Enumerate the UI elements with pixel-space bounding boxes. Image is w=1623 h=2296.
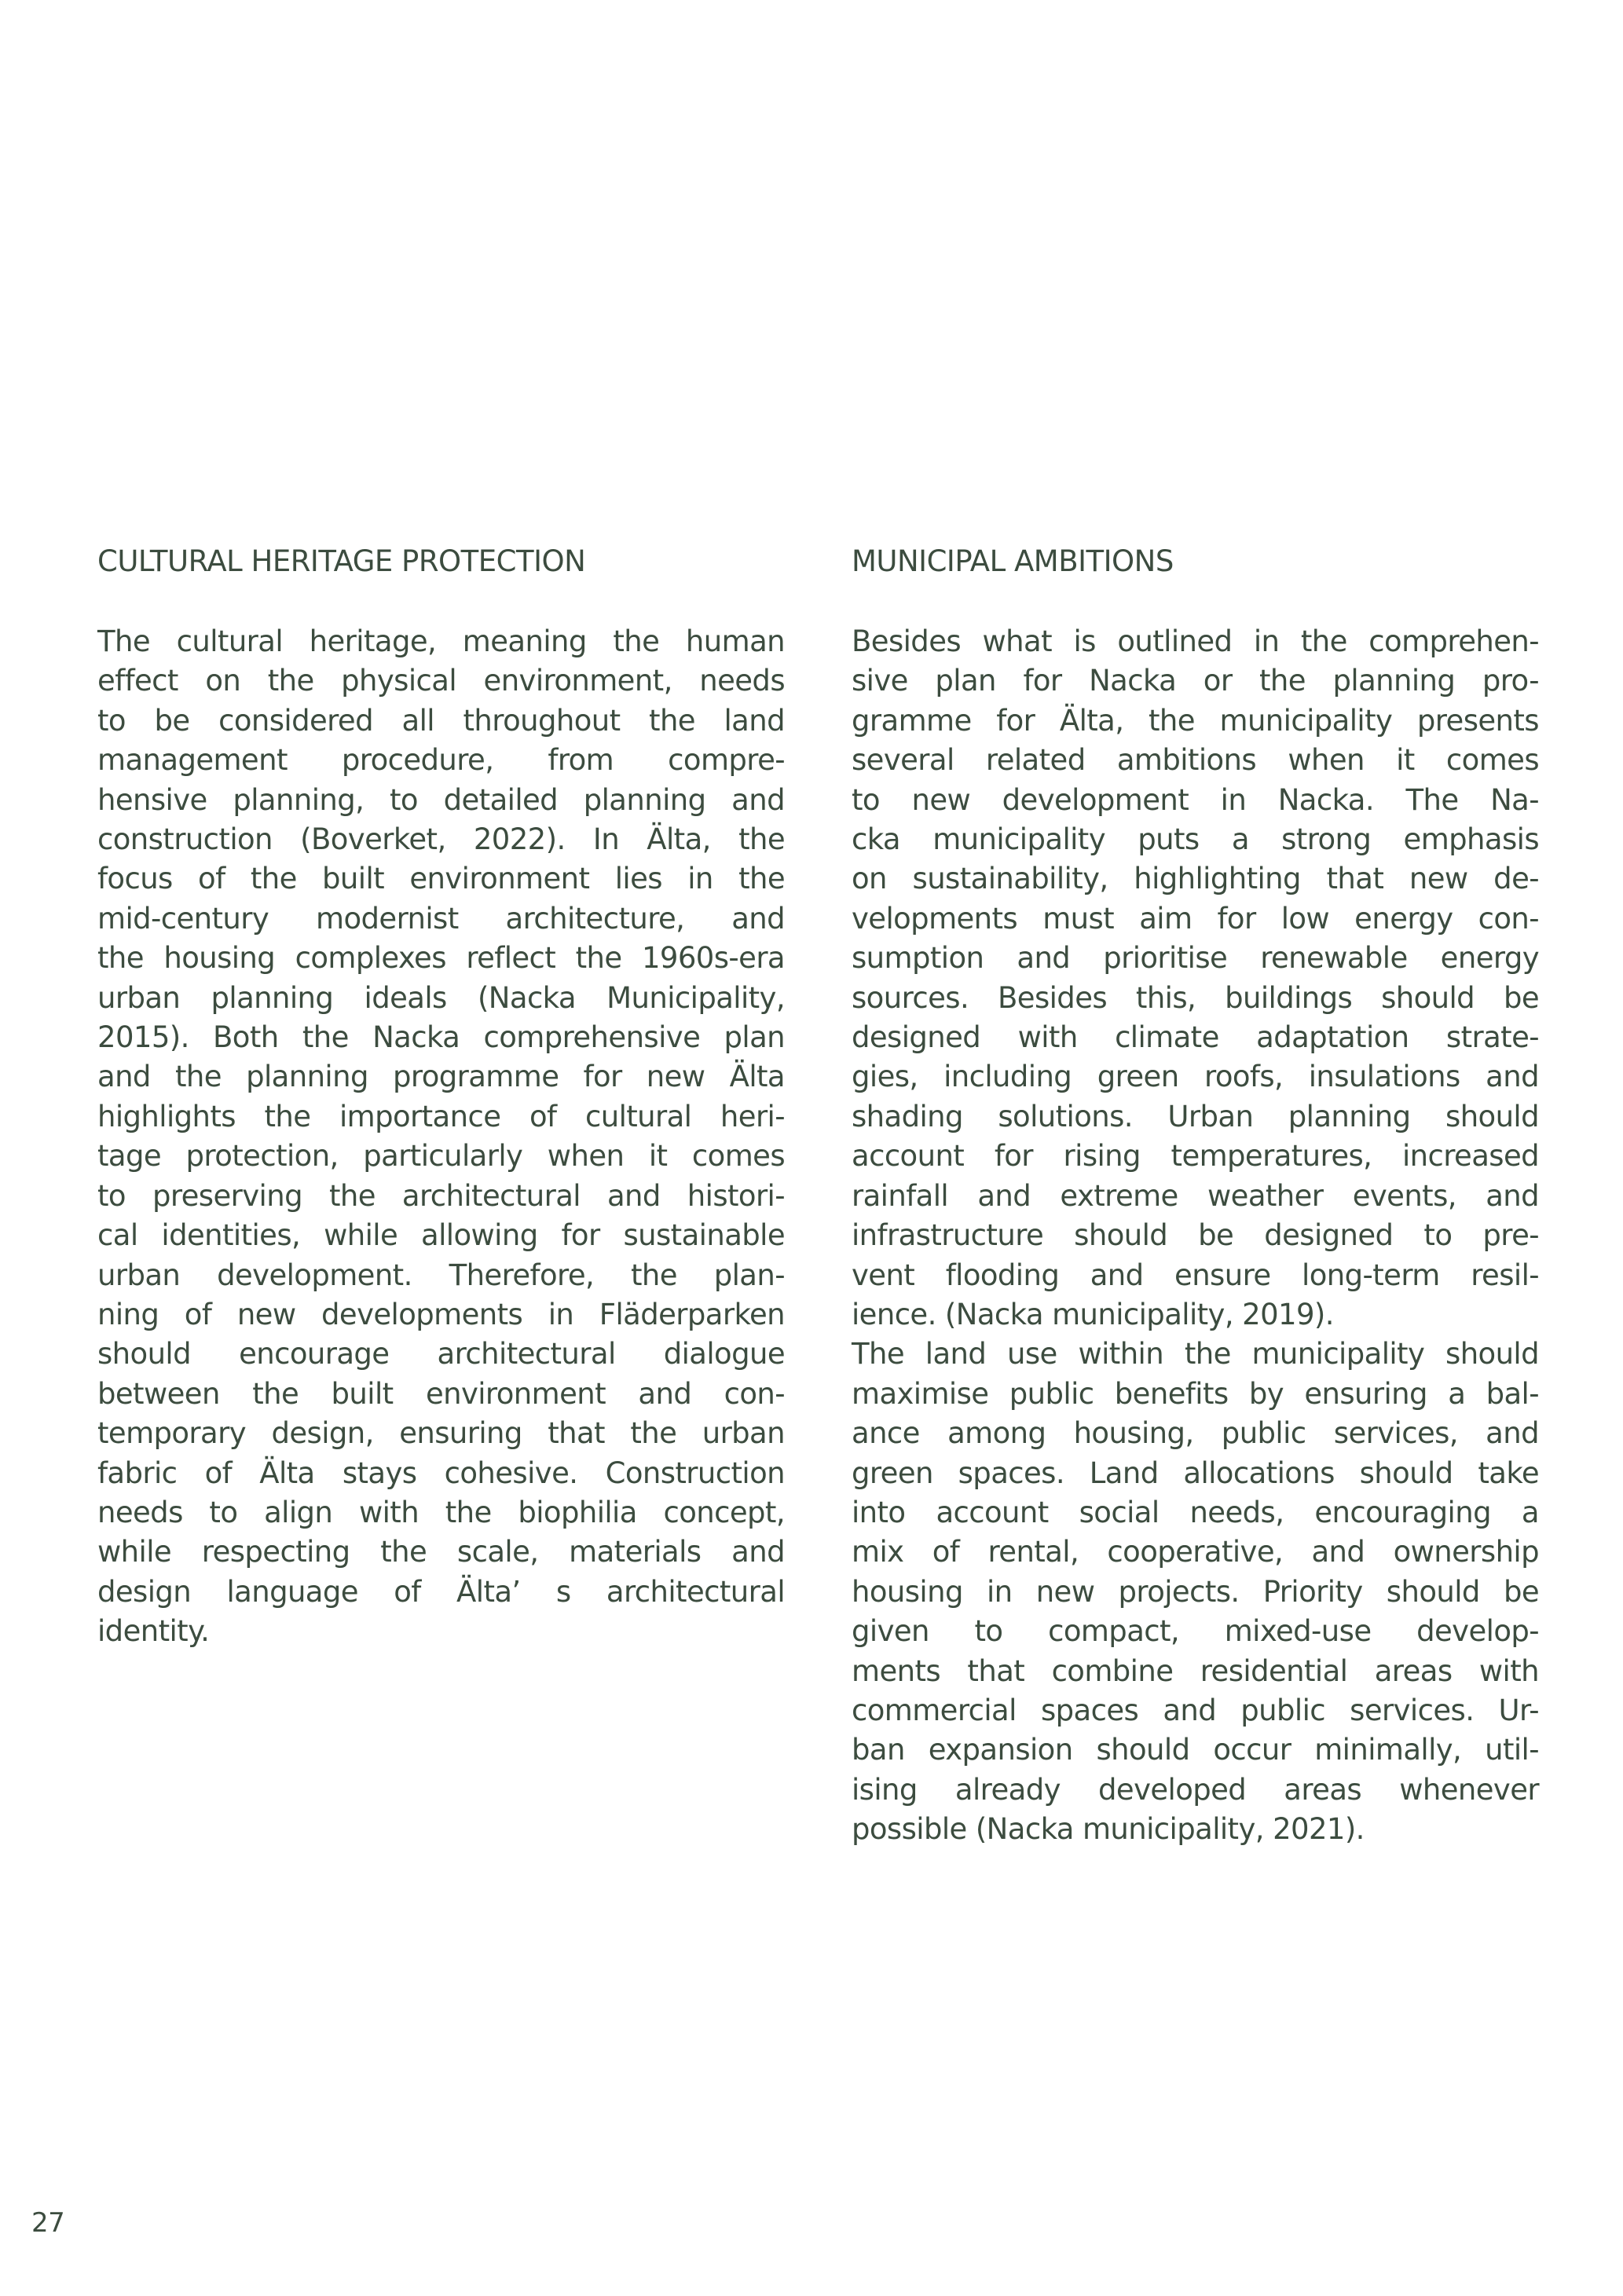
text-line: design language of Älta’ s architectural	[97, 1574, 785, 1609]
text-line: commercial spaces and public services. Ur-	[852, 1693, 1539, 1727]
section-heading: MUNICIPAL AMBITIONS	[852, 544, 1174, 578]
text-line: construction (Boverket, 2022). In Älta, the	[97, 822, 785, 857]
text-line: and the planning programme for new Älta	[97, 1060, 785, 1094]
text-line: account for rising temperatures, increased	[852, 1139, 1539, 1174]
text-line: ance among housing, public services, and	[852, 1416, 1539, 1451]
text-line: to new development in Nacka. The Na-	[852, 782, 1539, 817]
section-heading: CULTURAL HERITAGE PROTECTION	[97, 544, 586, 578]
text-line: 2015). Both the Nacka comprehensive plan	[97, 1020, 785, 1055]
text-line: to be considered all throughout the land	[97, 703, 785, 738]
text-line: highlights the importance of cultural heri-	[97, 1099, 785, 1133]
text-line: gies, including green roofs, insulations and	[852, 1060, 1539, 1094]
text-line: cal identities, while allowing for sustainable	[97, 1218, 785, 1253]
page-number: 27	[31, 2207, 65, 2239]
text-line: given to compact, mixed-use develop-	[852, 1614, 1539, 1649]
text-line: mid-century modernist architecture, and	[97, 901, 785, 936]
text-line: vent flooding and ensure long-term resil-	[852, 1258, 1539, 1292]
section-body	[852, 622, 1539, 1850]
text-line: ience. (Nacka municipality, 2019).	[852, 1297, 1334, 1331]
text-line: ising already developed areas whenever	[852, 1772, 1539, 1807]
text-line: while respecting the scale, materials and	[97, 1535, 785, 1569]
text-line: hensive planning, to detailed planning and	[97, 782, 785, 817]
cultural-heritage-section	[97, 542, 785, 1652]
text-line: sources. Besides this, buildings should be	[852, 980, 1539, 1015]
text-line: green spaces. Land allocations should take	[852, 1456, 1539, 1490]
text-line: infrastructure should be designed to pre-	[852, 1218, 1539, 1253]
text-line: sumption and prioritise renewable energy	[852, 941, 1539, 976]
text-line: rainfall and extreme weather events, and	[852, 1178, 1539, 1213]
text-line: cka municipality puts a strong emphasis	[852, 822, 1539, 857]
text-line: mix of rental, cooperative, and ownership	[852, 1535, 1539, 1569]
text-line: ning of new developments in Fläderparken	[97, 1297, 785, 1331]
text-line: needs to align with the biophilia concept,	[97, 1495, 785, 1529]
section-body	[97, 622, 785, 1652]
text-line: urban development. Therefore, the plan-	[97, 1258, 785, 1292]
text-line: effect on the physical environment, needs	[97, 664, 785, 698]
text-line: possible (Nacka municipality, 2021).	[852, 1812, 1365, 1847]
text-line: should encourage architectural dialogue	[97, 1337, 785, 1371]
text-line: shading solutions. Urban planning should	[852, 1099, 1539, 1133]
text-line: fabric of Älta stays cohesive. Construction	[97, 1456, 785, 1490]
text-line: housing in new projects. Priority should be	[852, 1574, 1539, 1609]
text-line: gramme for Älta, the municipality presents	[852, 703, 1539, 738]
text-line: into account social needs, encouraging a	[852, 1495, 1539, 1529]
text-line: urban planning ideals (Nacka Municipality,	[97, 980, 785, 1015]
text-line: tage protection, particularly when it comes	[97, 1139, 785, 1174]
text-line: focus of the built environment lies in the	[97, 862, 785, 896]
text-line: identity.	[97, 1614, 210, 1649]
text-line: ban expansion should occur minimally, util-	[852, 1733, 1539, 1767]
text-line: maximise public benefits by ensuring a bal-	[852, 1376, 1539, 1411]
text-line: Besides what is outlined in the comprehen-	[852, 624, 1539, 658]
text-line: to preserving the architectural and histori-	[97, 1178, 785, 1213]
text-line: temporary design, ensuring that the urban	[97, 1416, 785, 1451]
text-line: ments that combine residential areas with	[852, 1653, 1539, 1688]
text-line: several related ambitions when it comes	[852, 743, 1539, 778]
text-line: management procedure, from compre-	[97, 743, 785, 778]
text-line: The cultural heritage, meaning the human	[97, 624, 785, 658]
text-line: velopments must aim for low energy con-	[852, 901, 1539, 936]
text-line: the housing complexes reflect the 1960s-era	[97, 941, 785, 976]
text-line: between the built environment and con-	[97, 1376, 785, 1411]
text-line: on sustainability, highlighting that new de-	[852, 862, 1539, 896]
text-line: The land use within the municipality should	[852, 1337, 1539, 1371]
text-line: sive plan for Nacka or the planning pro-	[852, 664, 1539, 698]
text-line: designed with climate adaptation strate-	[852, 1020, 1539, 1055]
municipal-ambitions-section	[852, 542, 1539, 1850]
